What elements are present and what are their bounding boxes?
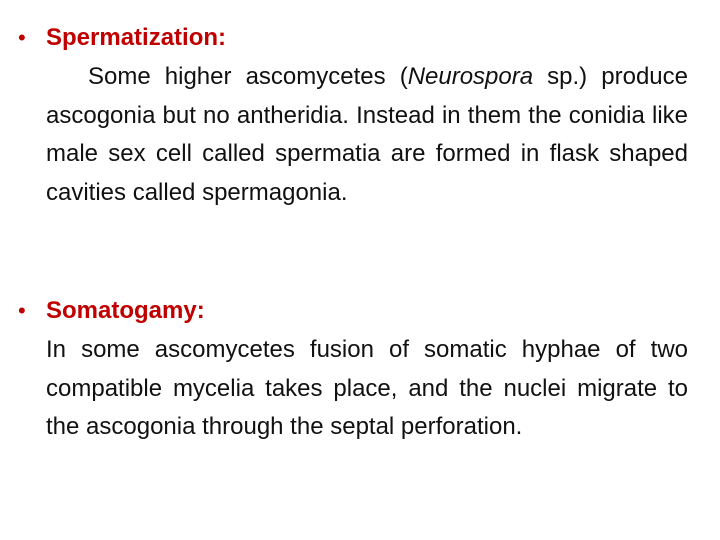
section-spermatization xyxy=(0,18,720,212)
heading-somatogamy: Somatogamy: xyxy=(46,297,205,324)
paragraph-text-start: Some higher ascomycetes ( xyxy=(88,63,408,90)
heading-spermatization: Spermatization: xyxy=(46,24,227,51)
paragraph-somatogamy: In some ascomycetes fusion of somatic hyphae of two compatible mycelia takes place, and the nuclei migrate to the ascogonia through the septal perforation. xyxy=(46,336,688,441)
paragraph-text-end: sp.) produce ascogonia but no antheridia. Instead in them the conidia like male sex cell called spermatia are formed in flask shaped cavities called spermagonia. xyxy=(46,63,688,206)
section-somatogamy xyxy=(0,291,720,447)
heading-row xyxy=(0,291,720,331)
paragraph-spermatization xyxy=(46,58,688,212)
heading-row xyxy=(0,18,720,58)
genus-name: Neurospora xyxy=(407,63,534,90)
bullet-icon: • xyxy=(18,25,26,50)
bullet-icon: • xyxy=(18,298,26,323)
